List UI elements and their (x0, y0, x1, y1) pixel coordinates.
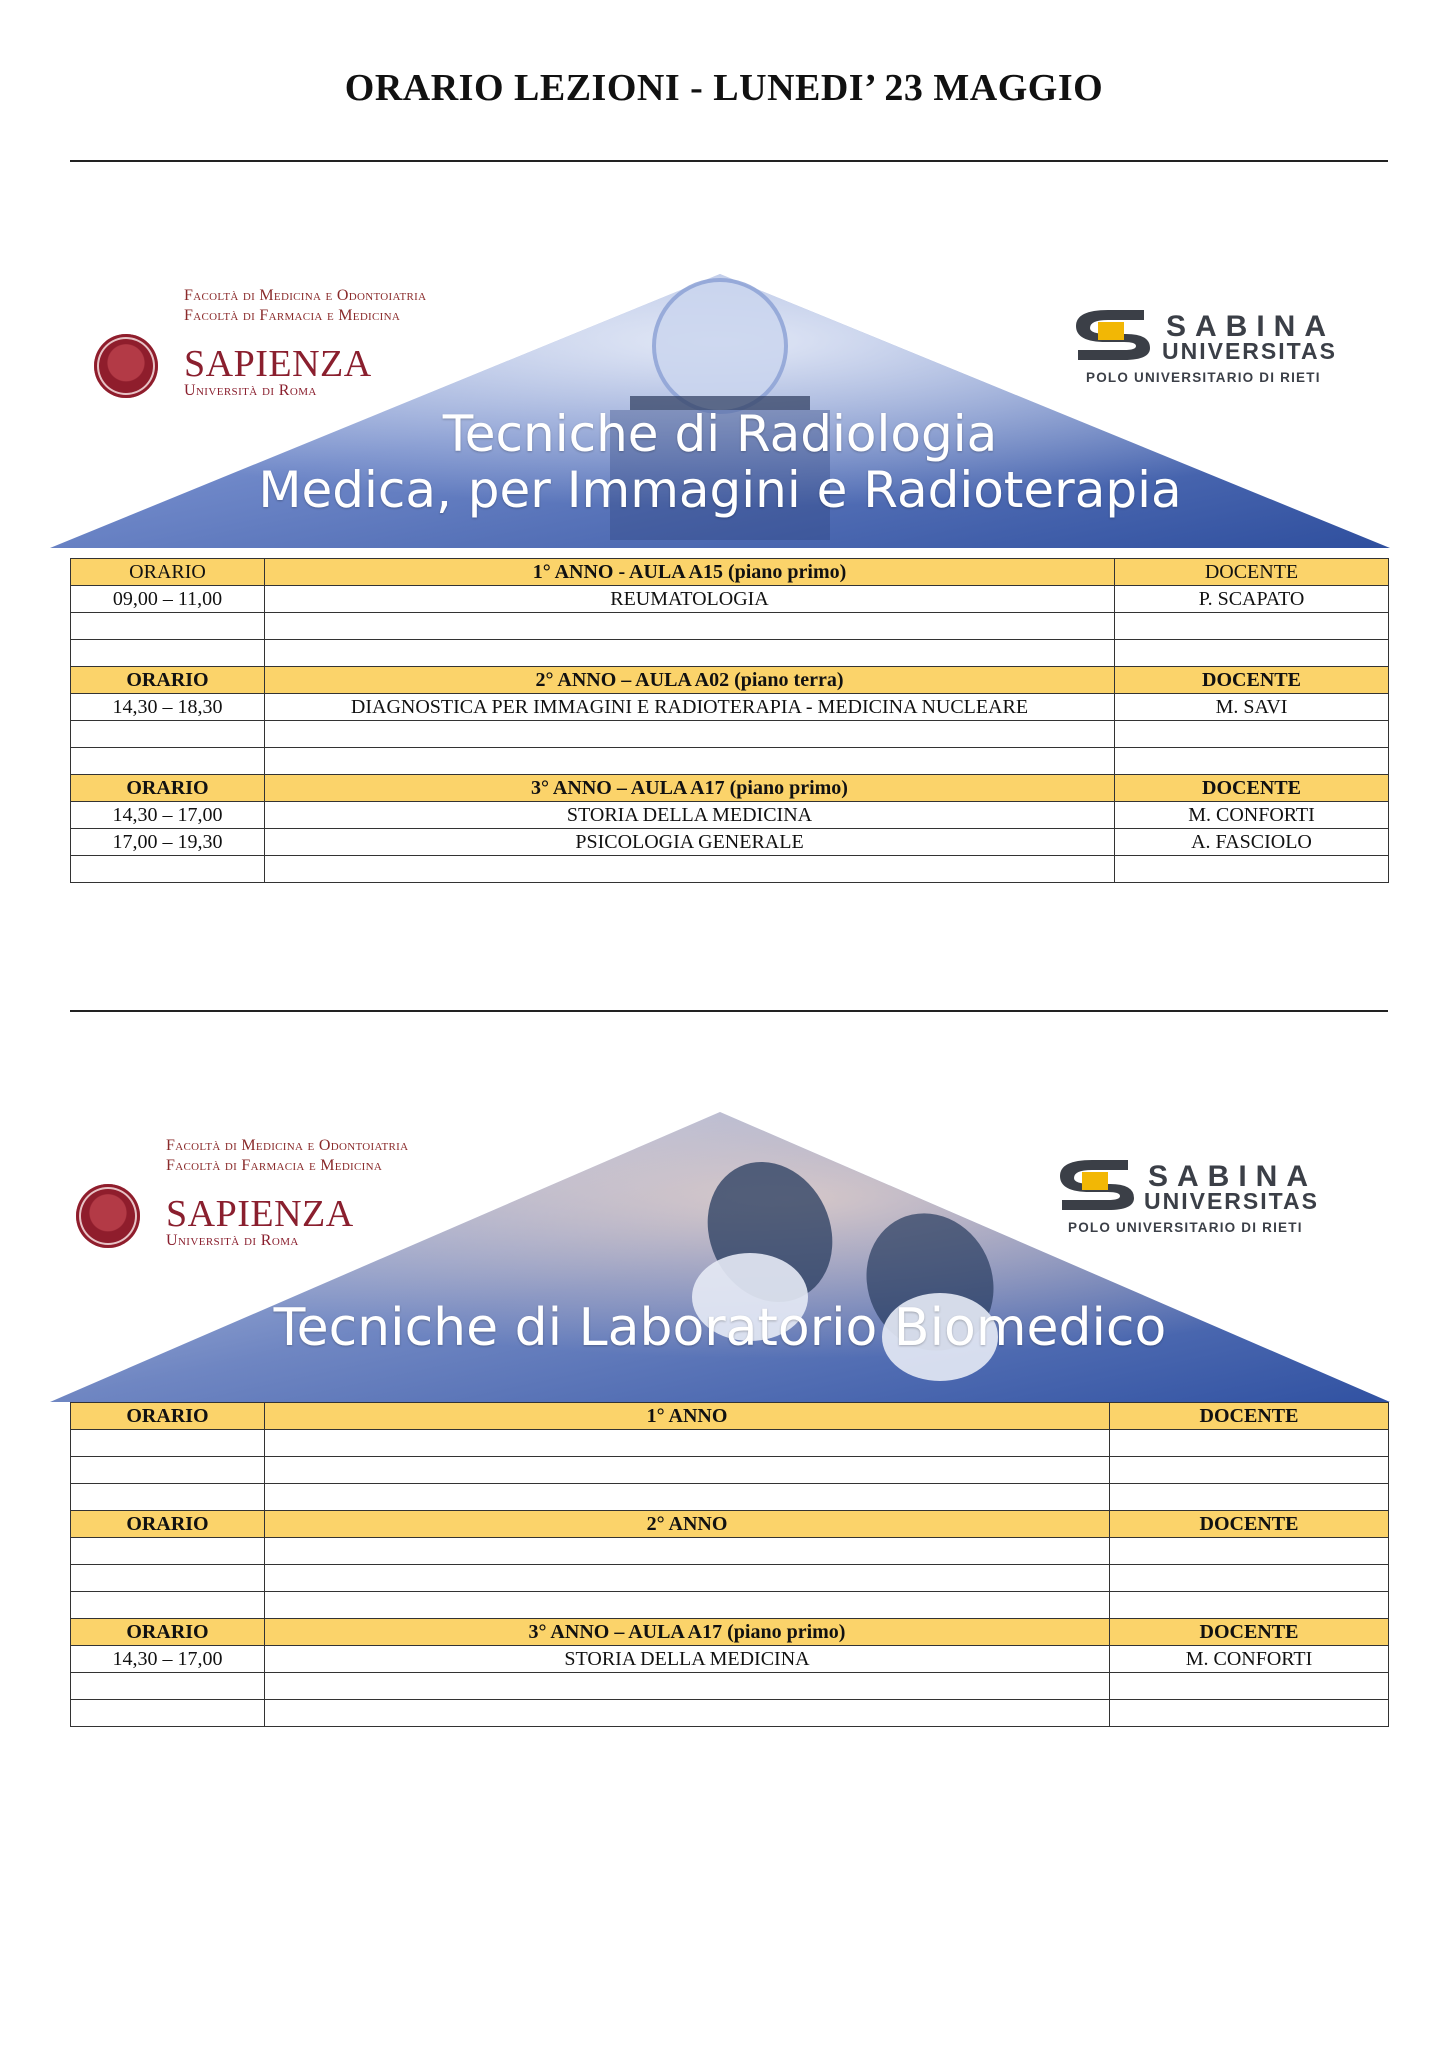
faculty-lines (184, 286, 426, 326)
sabina-name-universitas: UNIVERSITAS (1144, 1188, 1319, 1214)
table-row (71, 829, 1389, 856)
header-year: 1° ANNO (265, 1403, 1110, 1430)
table-row (71, 1484, 1389, 1511)
cell-course (265, 721, 1115, 748)
cell-course (265, 1700, 1110, 1727)
cell-time (71, 1565, 265, 1592)
table-row (71, 586, 1389, 613)
cell-course (265, 1538, 1110, 1565)
sapienza-name: SAPIENZA (184, 343, 372, 385)
schedule-table-radiologia (70, 558, 1389, 883)
header-orario: ORARIO (71, 1403, 265, 1430)
cell-teacher: A. FASCIOLO (1115, 829, 1389, 856)
course-title-laboratorio (230, 1298, 1210, 1358)
cell-teacher (1110, 1700, 1389, 1727)
cell-course: STORIA DELLA MEDICINA (265, 1646, 1110, 1673)
table-row (71, 856, 1389, 883)
cell-time: 14,30 – 17,00 (71, 1646, 265, 1673)
header-year: 1° ANNO - AULA A15 (piano primo) (265, 559, 1115, 586)
header-docente: DOCENTE (1110, 1619, 1389, 1646)
banner-laboratorio (50, 1112, 1390, 1402)
table-row (71, 1592, 1389, 1619)
header-orario: ORARIO (71, 667, 265, 694)
header-docente: DOCENTE (1110, 1511, 1389, 1538)
cell-course (265, 1430, 1110, 1457)
cell-time (71, 1700, 265, 1727)
table-row (71, 1430, 1389, 1457)
cell-teacher (1110, 1565, 1389, 1592)
table-row (71, 1673, 1389, 1700)
cell-teacher (1115, 613, 1389, 640)
table-row (71, 802, 1389, 829)
faculty-line-2: Facoltà di Farmacia e Medicina (166, 1157, 383, 1174)
cell-time (71, 856, 265, 883)
cell-course: REUMATOLOGIA (265, 586, 1115, 613)
cell-course: DIAGNOSTICA PER IMMAGINI E RADIOTERAPIA - MEDICINA NUCLEARE (265, 694, 1115, 721)
sapienza-subtitle: Università di Roma (184, 382, 317, 399)
cell-course (265, 856, 1115, 883)
cell-teacher (1110, 1430, 1389, 1457)
header-docente: DOCENTE (1115, 775, 1389, 802)
cell-teacher (1110, 1592, 1389, 1619)
cell-teacher: M. CONFORTI (1115, 802, 1389, 829)
cell-teacher (1115, 640, 1389, 667)
cell-course (265, 1673, 1110, 1700)
sabina-polo: POLO UNIVERSITARIO DI RIETI (1086, 370, 1321, 385)
section-header (71, 667, 1389, 694)
cell-teacher (1115, 721, 1389, 748)
sapienza-subtitle: Università di Roma (166, 1232, 299, 1249)
faculty-line-1: Facoltà di Medicina e Odontoiatria (184, 287, 427, 304)
cell-teacher (1110, 1457, 1389, 1484)
cell-course (265, 1484, 1110, 1511)
header-orario: ORARIO (71, 775, 265, 802)
sabina-logo-icon (1068, 304, 1156, 362)
cell-time (71, 640, 265, 667)
cell-teacher: M. CONFORTI (1110, 1646, 1389, 1673)
cell-teacher (1110, 1538, 1389, 1565)
sabina-logo-icon (1052, 1154, 1140, 1212)
cell-time (71, 1430, 265, 1457)
cell-teacher (1115, 748, 1389, 775)
cell-time (71, 721, 265, 748)
table-row (71, 613, 1389, 640)
cell-time (71, 1484, 265, 1511)
cell-teacher: M. SAVI (1115, 694, 1389, 721)
cell-time (71, 748, 265, 775)
cell-course (265, 1565, 1110, 1592)
cell-course (265, 613, 1115, 640)
cell-time: 14,30 – 18,30 (71, 694, 265, 721)
header-year: 2° ANNO (265, 1511, 1110, 1538)
table-row (71, 640, 1389, 667)
cell-time (71, 1592, 265, 1619)
cell-teacher (1110, 1673, 1389, 1700)
header-year: 2° ANNO – AULA A02 (piano terra) (265, 667, 1115, 694)
table-row (71, 1538, 1389, 1565)
course-title-line-2: Medica, per Immagini e Radioterapia (258, 461, 1182, 519)
sabina-polo: POLO UNIVERSITARIO DI RIETI (1068, 1220, 1303, 1235)
banner-radiologia (50, 268, 1390, 548)
table-row (71, 1700, 1389, 1727)
faculty-line-1: Facoltà di Medicina e Odontoiatria (166, 1137, 409, 1154)
cell-course (265, 640, 1115, 667)
sabina-name: SABINA (1148, 1160, 1318, 1193)
cell-course (265, 1592, 1110, 1619)
cell-time: 14,30 – 17,00 (71, 802, 265, 829)
sapienza-seal-icon (76, 1184, 140, 1248)
table-row (71, 1457, 1389, 1484)
sabina-name: SABINA (1166, 310, 1336, 343)
sabina-name-universitas: UNIVERSITAS (1162, 338, 1337, 364)
cell-teacher (1115, 856, 1389, 883)
table-row (71, 694, 1389, 721)
section-header (71, 559, 1389, 586)
section-header (71, 1619, 1389, 1646)
header-orario: ORARIO (71, 1619, 265, 1646)
course-title-line-1: Tecniche di Laboratorio Biomedico (273, 1298, 1167, 1358)
cell-time: 17,00 – 19,30 (71, 829, 265, 856)
cell-time (71, 1457, 265, 1484)
cell-course (265, 748, 1115, 775)
faculty-lines (166, 1136, 408, 1176)
top-divider (70, 160, 1388, 162)
faculty-line-2: Facoltà di Farmacia e Medicina (184, 307, 401, 324)
middle-divider (70, 1010, 1388, 1012)
cell-time: 09,00 – 11,00 (71, 586, 265, 613)
header-docente: DOCENTE (1110, 1403, 1389, 1430)
sapienza-seal-icon (94, 334, 158, 398)
header-year: 3° ANNO – AULA A17 (piano primo) (265, 775, 1115, 802)
schedule-table-laboratorio (70, 1402, 1389, 1727)
table-row (71, 1565, 1389, 1592)
header-docente: DOCENTE (1115, 559, 1389, 586)
table-row (71, 1646, 1389, 1673)
header-year: 3° ANNO – AULA A17 (piano primo) (265, 1619, 1110, 1646)
table-row (71, 721, 1389, 748)
section-header (71, 1403, 1389, 1430)
table-row (71, 748, 1389, 775)
cell-time (71, 1673, 265, 1700)
header-orario: ORARIO (71, 1511, 265, 1538)
section-header (71, 1511, 1389, 1538)
page-title: ORARIO LEZIONI - LUNEDI’ 23 MAGGIO (344, 67, 1104, 109)
course-title-line-1: Tecniche di Radiologia (442, 405, 998, 463)
cell-course: PSICOLOGIA GENERALE (265, 829, 1115, 856)
section-header (71, 775, 1389, 802)
header-orario: ORARIO (71, 559, 265, 586)
header-docente: DOCENTE (1115, 667, 1389, 694)
cell-course (265, 1457, 1110, 1484)
sapienza-name: SAPIENZA (166, 1193, 354, 1235)
course-title-radiologia (250, 406, 1190, 518)
cell-teacher (1110, 1484, 1389, 1511)
cell-teacher: P. SCAPATO (1115, 586, 1389, 613)
cell-time (71, 1538, 265, 1565)
cell-course: STORIA DELLA MEDICINA (265, 802, 1115, 829)
cell-time (71, 613, 265, 640)
